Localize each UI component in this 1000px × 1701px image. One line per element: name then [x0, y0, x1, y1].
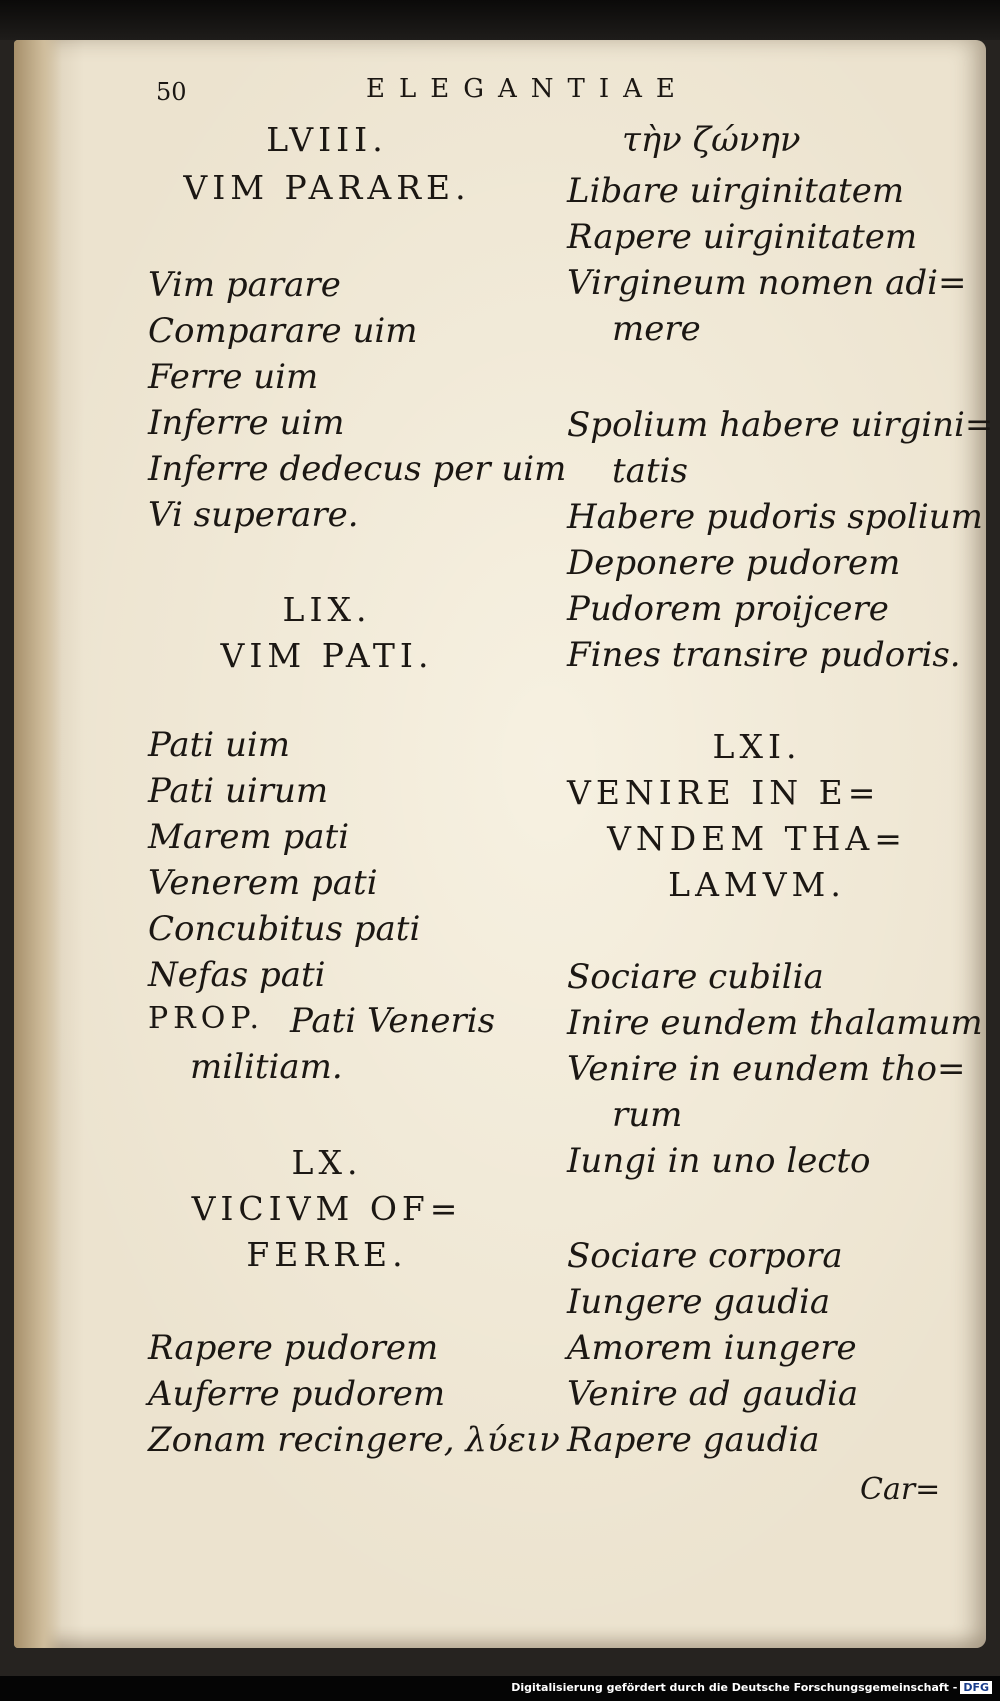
entry-line: Inire eundem thalamum [567, 1003, 983, 1043]
funding-text: Digitalisierung gefördert durch die Deutsche Forschungsgemeinschaft - [511, 1681, 958, 1694]
entry-line: Sociare corpora [567, 1236, 843, 1276]
prop-continuation: militiam. [190, 1047, 343, 1087]
prop-label: PROP. [148, 1001, 265, 1036]
entry-line: Iungi in uno lecto [567, 1141, 871, 1181]
entry-line: Vim parare [148, 265, 341, 305]
entry-line: Auferre pudorem [148, 1374, 446, 1414]
entry-line: Comparare uim [148, 311, 418, 351]
entry-line: Zonam recingere, λύειν [148, 1420, 560, 1460]
entry-line-cont: tatis [612, 451, 688, 491]
page-number: 50 [156, 78, 187, 106]
entry-line: Rapere uirginitatem [567, 217, 918, 257]
section-59-heading: VIM PATI. [220, 636, 434, 675]
entry-line: Vi superare. [148, 495, 359, 535]
entry-line: Inferre uim [148, 403, 345, 443]
book-page [14, 40, 994, 1648]
prop-text: Pati Veneris [290, 1001, 496, 1041]
section-61-heading: VENIRE IN E= [567, 773, 881, 812]
section-60-heading: VICIVM OF= [191, 1189, 463, 1228]
section-61-heading-end: LAMVM. [668, 865, 846, 904]
running-title: ELEGANTIAE [366, 74, 689, 104]
section-60-heading-cont: FERRE. [246, 1235, 408, 1274]
entry-line-cont: mere [612, 309, 701, 349]
entry-line: Pudorem proijcere [567, 589, 889, 629]
section-61-heading-cont: VNDEM THA= [607, 819, 907, 858]
entry-line: Fines transire pudoris. [567, 635, 961, 675]
catchword: Car= [860, 1472, 941, 1507]
entry-line: Habere pudoris spolium [567, 497, 983, 537]
entry-line: Venerem pati [148, 863, 378, 903]
entry-line: Spolium habere uirgini= [567, 405, 994, 445]
entry-line: Inferre dedecus per uim [148, 449, 567, 489]
dfg-logo: DFG [960, 1681, 992, 1694]
entry-line: Marem pati [148, 817, 350, 857]
entry-line: Virgineum nomen adi= [567, 263, 967, 303]
page-gutter [14, 40, 62, 1648]
entry-line: Nefas pati [148, 955, 326, 995]
entry-line: Concubitus pati [148, 909, 421, 949]
funding-footer [511, 1681, 992, 1694]
entry-line: Rapere pudorem [148, 1328, 439, 1368]
entry-line: Amorem iungere [567, 1328, 857, 1368]
section-58-heading: VIM PARARE. [183, 168, 471, 207]
section-60-number: LX. [291, 1143, 363, 1182]
entry-line-cont: rum [612, 1095, 683, 1135]
scan-top-shadow [0, 0, 1000, 40]
entry-line: Deponere pudorem [567, 543, 901, 583]
section-58-number: LVIII. [266, 120, 388, 159]
entry-line: Rapere gaudia [567, 1420, 820, 1460]
entry-line: Sociare cubilia [567, 957, 824, 997]
entry-line: Venire in eundem tho= [567, 1049, 966, 1089]
entry-line: Libare uirginitatem [567, 171, 905, 211]
section-61-number: LXI. [712, 727, 802, 766]
entry-line: Venire ad gaudia [567, 1374, 859, 1414]
entry-line: Iungere gaudia [567, 1282, 831, 1322]
greek-line: τὴν ζώνην [622, 120, 801, 160]
entry-line: Pati uim [148, 725, 290, 765]
entry-line: Ferre uim [148, 357, 319, 397]
entry-line: Pati uirum [148, 771, 329, 811]
section-59-number: LIX. [282, 590, 372, 629]
